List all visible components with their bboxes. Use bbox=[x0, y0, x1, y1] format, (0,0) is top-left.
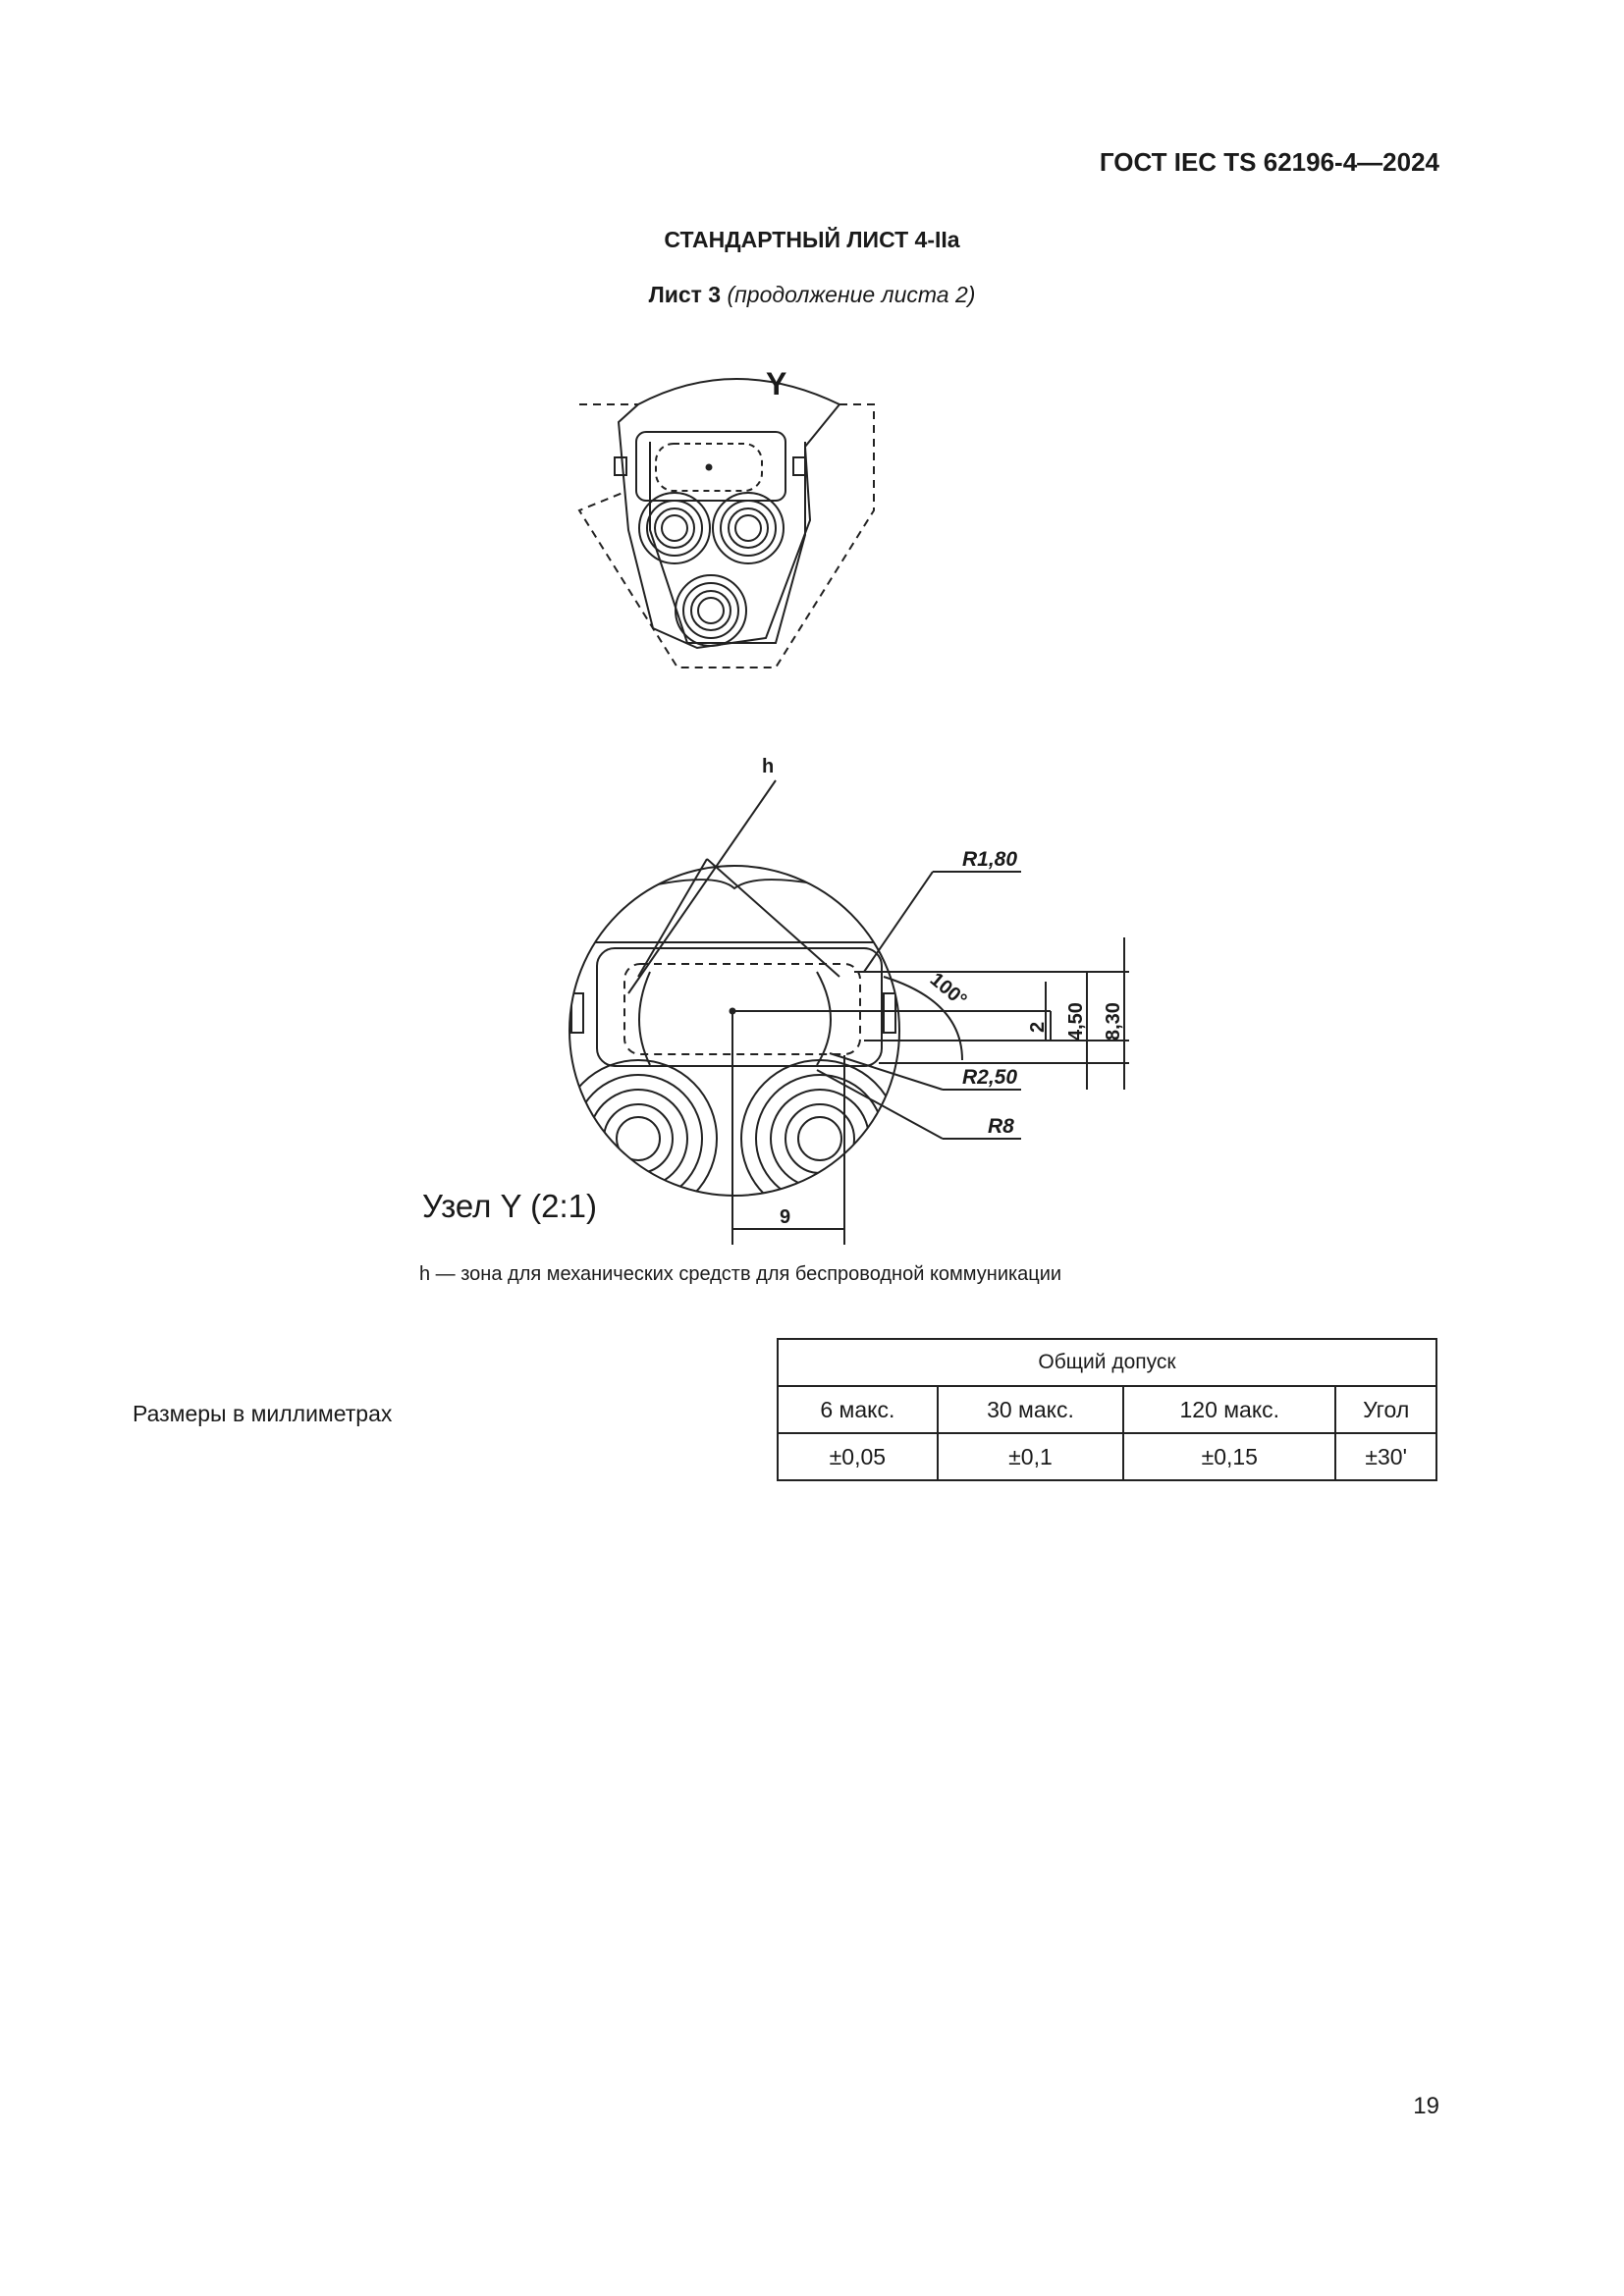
dimension-labels bbox=[762, 756, 1124, 1228]
table-cell: 120 макс. bbox=[1123, 1386, 1335, 1433]
dim-450: 4,50 bbox=[1065, 1002, 1087, 1041]
detail-title: Узел Y (2:1) bbox=[422, 1188, 597, 1224]
table-title: Общий допуск bbox=[778, 1339, 1436, 1386]
sheet-label: Лист 3 bbox=[648, 282, 722, 307]
dim-r180: R1,80 bbox=[962, 848, 1018, 871]
table-cell: ±0,1 bbox=[938, 1433, 1123, 1480]
table-row bbox=[778, 1386, 1436, 1433]
table-cell: ±0,05 bbox=[778, 1433, 938, 1480]
table-row bbox=[778, 1433, 1436, 1480]
dim-2: 2 bbox=[1027, 1021, 1049, 1033]
dim-r8: R8 bbox=[988, 1115, 1014, 1138]
table-cell: 6 макс. bbox=[778, 1386, 938, 1433]
dim-r250: R2,50 bbox=[962, 1066, 1018, 1089]
sheet-note: (продолжение листа 2) bbox=[727, 282, 976, 307]
sheet-title: СТАНДАРТНЫЙ ЛИСТ 4-IIa bbox=[664, 227, 960, 252]
table-cell: ±0,15 bbox=[1123, 1433, 1335, 1480]
zone-label-h: h bbox=[762, 756, 775, 777]
detail-y bbox=[560, 780, 1129, 1245]
dim-830: 8,30 bbox=[1103, 1002, 1124, 1041]
table-row bbox=[778, 1339, 1436, 1386]
view-y bbox=[579, 379, 874, 667]
dimensions-note: Размеры в миллиметрах bbox=[133, 1401, 393, 1426]
table-cell: Угол bbox=[1335, 1386, 1436, 1433]
page-number: 19 bbox=[1413, 2093, 1439, 2119]
document-id: ГОСТ IEC TS 62196-4—2024 bbox=[1099, 147, 1439, 177]
view-y-label: Y bbox=[766, 366, 787, 401]
h-legend-note: h — зона для механических средств для беспроводной коммуникации bbox=[419, 1263, 1062, 1285]
table-cell: ±30' bbox=[1335, 1433, 1436, 1480]
dim-9: 9 bbox=[780, 1206, 791, 1228]
table-cell: 30 макс. bbox=[938, 1386, 1123, 1433]
dim-angle: 100° bbox=[925, 968, 971, 1012]
tolerance-table bbox=[777, 1338, 1437, 1481]
